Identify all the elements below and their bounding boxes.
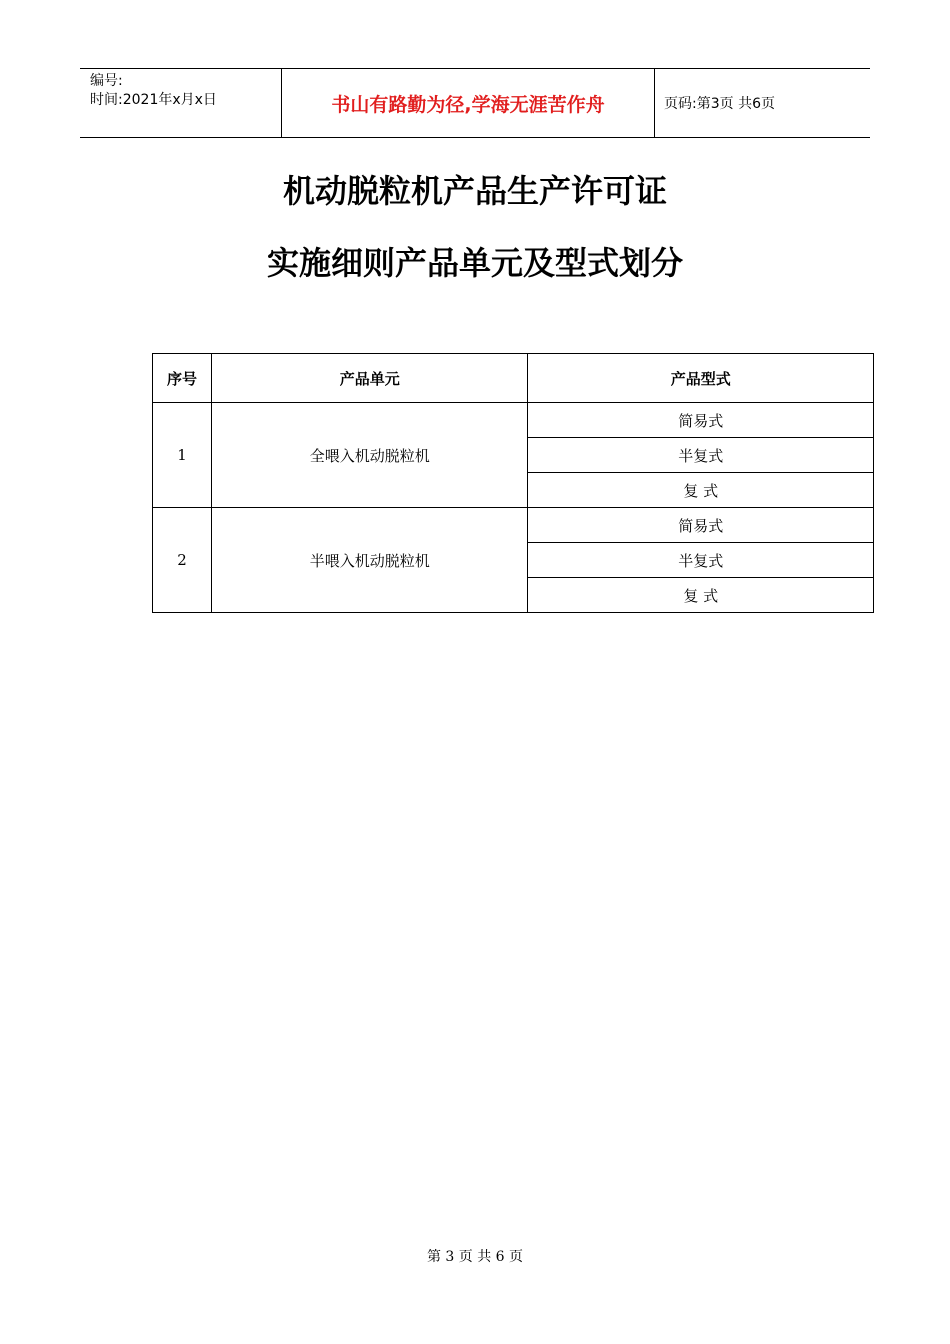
table-row [153,403,874,438]
row-type: 复 式 [528,578,874,613]
table-row [153,508,874,543]
code-label: 编号: [90,73,123,89]
page-header [80,68,870,138]
header-motto: 书山有路勤为径,学海无涯苦作舟 [281,69,655,137]
header-type: 产品型式 [528,354,874,403]
row-index: 1 [153,403,212,508]
row-type: 半复式 [528,438,874,473]
row-type: 简易式 [528,403,874,438]
header-meta [80,69,280,137]
header-unit: 产品单元 [211,354,528,403]
header-page-info: 页码:第3页 共6页 [664,96,775,112]
document-title-line2: 实施细则产品单元及型式划分 [266,244,683,282]
table-header-row [153,354,874,403]
row-unit: 全喂入机动脱粒机 [211,403,528,508]
row-type: 简易式 [528,508,874,543]
header-index: 序号 [153,354,212,403]
document-title-line1: 机动脱粒机产品生产许可证 [282,172,667,210]
date-label: 时间:2021年x月x日 [90,92,217,108]
page-footer: 第 3 页 共 6 页 [426,1249,524,1265]
product-unit-table [152,353,874,613]
row-type: 复 式 [528,473,874,508]
row-unit: 半喂入机动脱粒机 [211,508,528,613]
row-index: 2 [153,508,212,613]
row-type: 半复式 [528,543,874,578]
